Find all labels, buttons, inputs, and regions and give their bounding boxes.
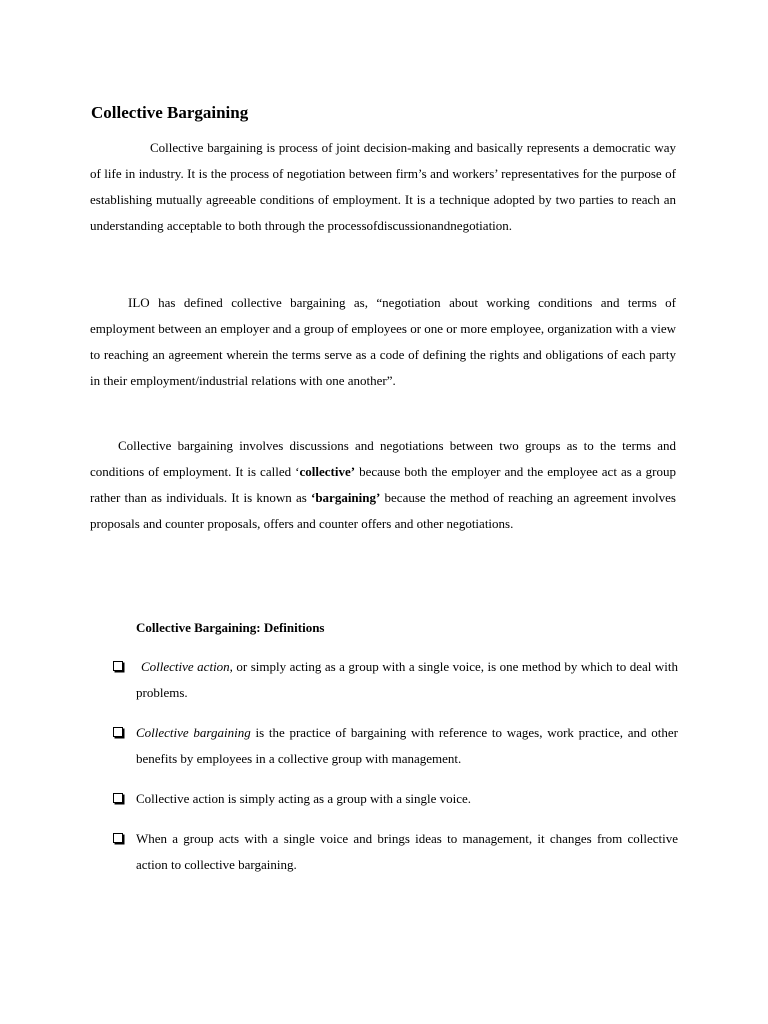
checkbox-bullet-icon	[113, 833, 123, 843]
intro-paragraph: Collective bargaining is process of joint decision-making and basically represents a democratic way of life in industry. It is the process of negotiation between firm’s and workers’ representatives for the purpose of establishing mutually agreeable conditions of employment. It is a technique adopted by two parties to reach an understanding acceptable to both through the processofdiscussionandnegotiation.	[90, 140, 676, 233]
definitions-list	[112, 654, 678, 892]
definition-term: Collective bargaining	[136, 725, 251, 740]
definition-text: is the practice of bargaining with reference to wages, work practice, and other benefits by employees in a collective group with management.	[136, 725, 678, 766]
definition-item	[112, 786, 678, 812]
definition-text: When a group acts with a single voice and brings ideas to management, it changes from collective action to collective bargaining.	[136, 831, 678, 872]
definition-item	[112, 654, 678, 706]
bold-term-collective: collective’	[299, 464, 356, 479]
definition-term: Collective action,	[141, 659, 233, 674]
collective-explanation-paragraph	[90, 433, 676, 537]
definition-item	[112, 826, 678, 878]
definition-text: or simply acting as a group with a single voice, is one method by which to deal with problems.	[136, 659, 678, 700]
bold-term-bargaining: ‘bargaining’	[310, 490, 381, 505]
ilo-definition-paragraph: ILO has defined collective bargaining as, “negotiation about working conditions and terms of employment between an employer and a group of employees or one or more employee, organization with a view to reaching an agreement wherein the terms serve as a code of defining the rights and obligations of each party in their employment/industrial relations with one another”.	[90, 295, 677, 388]
paragraph-text: Collective bargaining involves discussions and negotiations between two groups as to the terms and conditions of employment. It is called ‘	[90, 438, 676, 479]
definitions-heading: Collective Bargaining: Definitions	[136, 620, 325, 635]
checkbox-bullet-icon	[113, 727, 123, 737]
page-title: Collective Bargaining	[91, 103, 249, 122]
definition-text: Collective action is simply acting as a group with a single voice.	[136, 791, 472, 806]
checkbox-bullet-icon	[113, 793, 123, 803]
paragraph-text: because both the employer and the employee act as a group rather than as individuals. It is known as	[90, 464, 676, 505]
definition-item	[112, 720, 678, 772]
paragraph-text: because the method of reaching an agreement involves proposals and counter proposals, offers and counter offers and other negotiations.	[90, 490, 676, 531]
checkbox-bullet-icon	[113, 661, 123, 671]
